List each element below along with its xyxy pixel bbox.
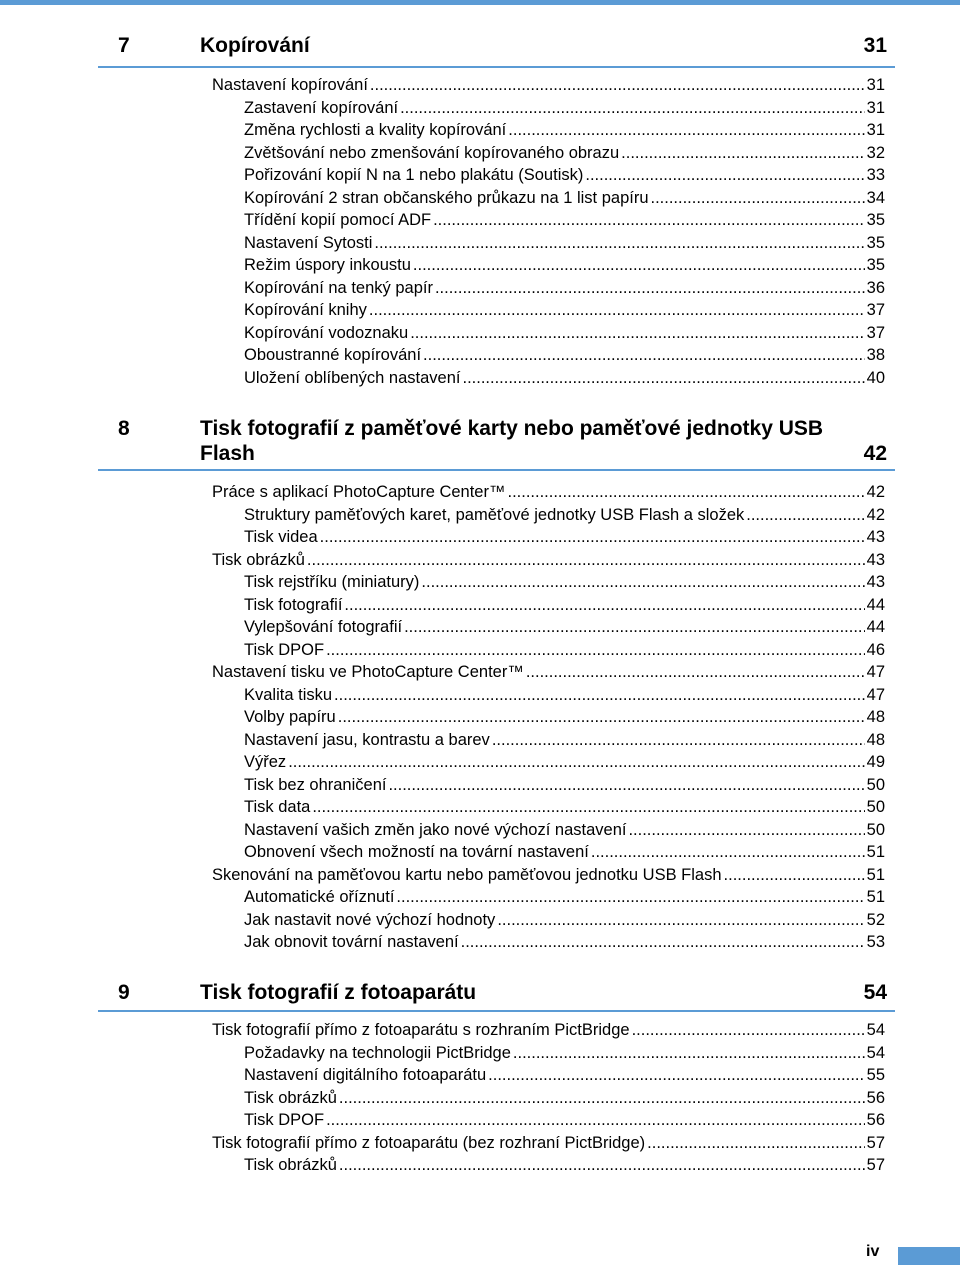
toc-leader-dots (326, 639, 865, 662)
toc-entry-title: Kopírování 2 stran občanského průkazu na 1 list papíru (244, 188, 649, 207)
toc-entry-title: Jak obnovit tovární nastavení (244, 933, 459, 951)
toc-entry-title: Změna rychlosti a kvality kopírování (244, 121, 507, 139)
toc-entry-page: 32 (866, 143, 885, 162)
toc-entry-title: Tisk fotografií (244, 595, 343, 614)
toc-entry[interactable] (212, 209, 885, 232)
toc-leader-dots (344, 594, 864, 617)
toc-entry-page: 34 (866, 188, 885, 207)
toc-entry-title: Kopírování na tenký papír (244, 278, 433, 297)
toc-entry-title: Režim úspory inkoustu (244, 256, 411, 274)
toc-entry-page: 44 (866, 618, 885, 636)
toc-entry-page: 35 (866, 256, 885, 274)
toc-entry[interactable] (212, 1132, 885, 1155)
toc-leader-dots (651, 187, 865, 210)
toc-entry-page: 53 (866, 933, 885, 951)
toc-leader-dots (647, 1132, 864, 1155)
toc-entry-page: 52 (866, 910, 885, 929)
toc-entry-title: Oboustranné kopírování (244, 346, 422, 364)
chapter-page: 42 (863, 442, 887, 465)
toc-entry[interactable] (212, 277, 885, 300)
toc-entry[interactable] (212, 97, 885, 120)
toc-entry-page: 57 (866, 1133, 885, 1152)
toc-entry-page: 43 (866, 550, 885, 569)
toc-entry[interactable] (212, 299, 885, 322)
toc-leader-dots (435, 277, 865, 300)
toc-entry-page: 47 (866, 685, 885, 704)
toc-entry[interactable] (212, 142, 885, 165)
chapter-title-line-1: Tisk fotografií z paměťové karty nebo paměťové jednotky USB (200, 417, 824, 440)
toc-entry-title: Kvalita tisku (244, 685, 333, 704)
toc-entry-title: Automatické oříznutí (244, 888, 395, 906)
toc-entry-title: Kopírování knihy (244, 301, 367, 319)
toc-leader-dots (339, 1087, 865, 1110)
toc-entry[interactable] (212, 571, 885, 594)
toc-entry-title: Nastavení Sytosti (244, 233, 373, 252)
chapter-heading-9 (98, 980, 895, 1012)
toc-entry-title: Nastavení jasu, kontrastu a barev (244, 730, 490, 749)
toc-entry-page: 35 (866, 233, 885, 252)
chapter-number: 8 (118, 417, 130, 440)
toc-entry[interactable] (212, 751, 885, 774)
toc-entry[interactable] (212, 1109, 885, 1132)
toc-entry[interactable] (212, 864, 885, 887)
toc-leader-dots (320, 526, 865, 549)
toc-entry[interactable] (212, 639, 885, 662)
toc-leader-dots (288, 751, 864, 774)
toc-entry-page: 40 (866, 368, 885, 387)
toc-leader-dots (628, 819, 864, 842)
toc-entry-page: 51 (866, 888, 885, 906)
toc-entry-page: 54 (866, 1043, 885, 1062)
footer-accent-bar (898, 1247, 960, 1265)
toc-entry-title: Volby papíru (244, 708, 336, 726)
toc-leader-dots (339, 1154, 865, 1177)
toc-entry[interactable] (212, 909, 885, 932)
toc-leader-dots (410, 322, 864, 345)
toc-leader-dots (307, 549, 865, 572)
toc-leader-dots (724, 864, 865, 887)
toc-leader-dots (326, 1109, 865, 1132)
toc-entry-title: Tisk fotografií přímo z fotoaparátu (bez rozhraní PictBridge) (212, 1133, 646, 1152)
toc-entry[interactable] (212, 1154, 885, 1177)
toc-entry-title: Tisk fotografií přímo z fotoaparátu s rozhraním PictBridge (212, 1021, 630, 1039)
toc-entry[interactable] (212, 1042, 885, 1065)
toc-leader-dots (632, 1019, 865, 1042)
toc-entry-title: Kopírování vodoznaku (244, 323, 409, 342)
toc-entry-title: Tisk data (244, 798, 311, 816)
toc-entry[interactable] (212, 164, 885, 187)
toc-entry-page: 57 (866, 1156, 885, 1174)
toc-leader-dots (746, 504, 864, 527)
toc-entry-title: Nastavení digitálního fotoaparátu (244, 1066, 487, 1084)
toc-entry-page: 43 (866, 573, 885, 591)
toc-entry-title: Tisk DPOF (244, 1111, 325, 1129)
toc-leader-dots (433, 209, 865, 232)
toc-entry-title: Výřez (244, 753, 287, 771)
toc-leader-dots (421, 571, 864, 594)
toc-entry-page: 48 (866, 708, 885, 726)
toc-entry-title: Tisk obrázků (244, 1088, 337, 1107)
toc-entry-page: 31 (866, 76, 885, 94)
chapter-title (200, 416, 895, 466)
toc-entry-title: Požadavky na technologii PictBridge (244, 1043, 511, 1062)
toc-entry-title: Jak nastavit nové výchozí hodnoty (244, 910, 496, 929)
toc-entry[interactable] (212, 367, 885, 390)
toc-entry[interactable] (212, 254, 885, 277)
toc-entry[interactable] (212, 706, 885, 729)
toc-entry-title: Zvětšování nebo zmenšování kopírovaného obrazu (244, 143, 620, 162)
toc-entry-page: 38 (866, 346, 885, 364)
toc-list-chapter-8 (212, 481, 885, 954)
toc-entry-title: Nastavení vašich změn jako nové výchozí nastavení (244, 820, 627, 839)
toc-entry[interactable] (212, 549, 885, 572)
toc-entry[interactable] (212, 232, 885, 255)
toc-entry[interactable] (212, 187, 885, 210)
toc-entry-page: 31 (866, 98, 885, 117)
toc-entry-title: Nastavení kopírování (212, 76, 368, 94)
toc-entry[interactable] (212, 931, 885, 954)
toc-entry-page: 43 (866, 528, 885, 546)
chapter-heading-7 (98, 33, 895, 68)
toc-entry-title: Skenování na paměťovou kartu nebo paměťovou jednotku USB Flash (212, 865, 722, 884)
toc-leader-dots (492, 729, 865, 752)
toc-entry-page: 33 (866, 166, 885, 184)
toc-entry-page: 54 (866, 1021, 885, 1039)
chapter-number: 9 (118, 981, 130, 1004)
toc-entry-page: 37 (866, 323, 885, 342)
toc-entry-title: Nastavení tisku ve PhotoCapture Center™ (212, 663, 524, 681)
toc-list-chapter-7 (212, 74, 885, 389)
toc-entry-page: 44 (866, 595, 885, 614)
toc-entry-page: 42 (866, 505, 885, 524)
toc-entry-title: Struktury paměťových karet, paměťové jednotky USB Flash a složek (244, 505, 745, 524)
toc-entry[interactable] (212, 729, 885, 752)
toc-leader-dots (513, 1042, 865, 1065)
toc-entry[interactable] (212, 886, 885, 909)
toc-entry-title: Tisk videa (244, 528, 318, 546)
toc-leader-dots (423, 344, 865, 367)
toc-leader-dots (369, 299, 865, 322)
toc-leader-dots (338, 706, 865, 729)
top-accent-rule (0, 0, 960, 5)
chapter-page: 54 (863, 981, 887, 1004)
toc-entry-title: Zastavení kopírování (244, 98, 399, 117)
toc-leader-dots (585, 164, 864, 187)
toc-entry[interactable] (212, 684, 885, 707)
toc-entry[interactable] (212, 1087, 885, 1110)
toc-leader-dots (388, 774, 864, 797)
toc-entry[interactable] (212, 481, 885, 504)
toc-entry-page: 46 (866, 640, 885, 659)
toc-entry[interactable] (212, 526, 885, 549)
chapter-page: 31 (863, 34, 887, 57)
toc-entry-title: Tisk rejstříku (miniatury) (244, 573, 420, 591)
toc-entry-page: 35 (866, 211, 885, 229)
toc-leader-dots (334, 684, 865, 707)
toc-entry-page: 56 (866, 1111, 885, 1129)
toc-entry[interactable] (212, 661, 885, 684)
toc-leader-dots (413, 254, 865, 277)
toc-entry[interactable] (212, 504, 885, 527)
toc-leader-dots (461, 931, 865, 954)
toc-entry-title: Tisk obrázků (244, 1156, 337, 1174)
toc-leader-dots (400, 97, 865, 120)
toc-entry-page: 50 (866, 820, 885, 839)
toc-leader-dots (374, 232, 864, 255)
chapter-title: Kopírování (200, 34, 310, 57)
chapter-title-line-2: Flash (200, 442, 255, 465)
toc-entry-title: Obnovení všech možností na tovární nastavení (244, 843, 589, 861)
toc-entry-title: Práce s aplikací PhotoCapture Center™ (212, 483, 506, 501)
toc-entry-title: Tisk DPOF (244, 640, 325, 659)
toc-entry-page: 48 (866, 730, 885, 749)
toc-entry[interactable] (212, 796, 885, 819)
toc-entry[interactable] (212, 322, 885, 345)
toc-leader-dots (404, 616, 865, 639)
toc-entry-page: 37 (866, 301, 885, 319)
toc-leader-dots (507, 481, 864, 504)
toc-entry[interactable] (212, 1064, 885, 1087)
chapter-number: 7 (118, 34, 130, 57)
toc-entry-title: Třídění kopií pomocí ADF (244, 211, 432, 229)
toc-entry-page: 42 (866, 483, 885, 501)
toc-entry[interactable] (212, 119, 885, 142)
chapter-title: Tisk fotografií z fotoaparátu (200, 981, 477, 1004)
toc-entry-title: Tisk bez ohraničení (244, 775, 387, 794)
toc-entry[interactable] (212, 344, 885, 367)
toc-entry-page: 47 (866, 663, 885, 681)
toc-entry[interactable] (212, 819, 885, 842)
toc-entry-page: 36 (866, 278, 885, 297)
footer-page-number: iv (866, 1243, 880, 1260)
toc-leader-dots (621, 142, 864, 165)
toc-entry-page: 50 (866, 798, 885, 816)
toc-entry[interactable] (212, 594, 885, 617)
toc-leader-dots (526, 661, 865, 684)
toc-leader-dots (370, 74, 865, 97)
toc-entry-page: 50 (866, 775, 885, 794)
toc-entry[interactable] (212, 841, 885, 864)
toc-entry-title: Tisk obrázků (212, 550, 305, 569)
toc-entry[interactable] (212, 1019, 885, 1042)
toc-entry-page: 31 (866, 121, 885, 139)
toc-leader-dots (591, 841, 865, 864)
toc-entry[interactable] (212, 74, 885, 97)
toc-leader-dots (497, 909, 864, 932)
toc-entry-title: Uložení oblíbených nastavení (244, 368, 461, 387)
toc-leader-dots (488, 1064, 864, 1087)
toc-entry-page: 51 (866, 865, 885, 884)
toc-entry-title: Vylepšování fotografií (244, 618, 403, 636)
toc-entry-page: 55 (866, 1066, 885, 1084)
toc-entry[interactable] (212, 616, 885, 639)
toc-leader-dots (462, 367, 864, 390)
toc-entry[interactable] (212, 774, 885, 797)
chapter-heading-8 (98, 416, 895, 471)
toc-entry-page: 49 (866, 753, 885, 771)
toc-leader-dots (396, 886, 864, 909)
toc-entry-page: 51 (866, 843, 885, 861)
toc-entry-title: Pořizování kopií N na 1 nebo plakátu (Soutisk) (244, 166, 584, 184)
toc-list-chapter-9 (212, 1019, 885, 1177)
toc-leader-dots (312, 796, 864, 819)
toc-leader-dots (508, 119, 864, 142)
toc-entry-page: 56 (866, 1088, 885, 1107)
